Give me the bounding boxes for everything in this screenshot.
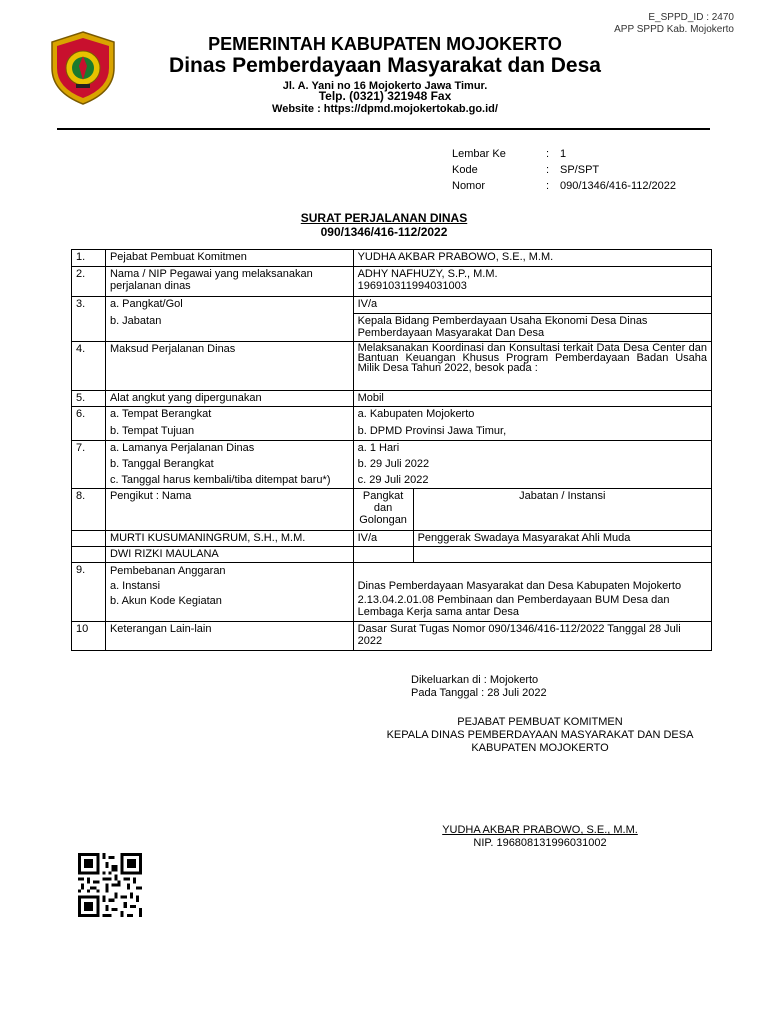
row-value: YUDHA AKBAR PRABOWO, S.E., M.M. — [353, 250, 711, 267]
document-number: 090/1346/416-112/2022 — [320, 225, 448, 239]
budget-akun-value: 2.13.04.2.01.08 Pembinaan dan Pemberdayaan BUM Desa dan Lembaga Kerja sama antar Desa — [357, 594, 670, 618]
agency-phone: Telp. (0321) 321948 Fax — [318, 89, 452, 103]
table-row — [72, 391, 712, 407]
issued-place: Dikeluarkan di : Mojokerto — [411, 674, 539, 686]
info-key: Lembar Ke — [452, 148, 506, 160]
info-value: 1 — [560, 148, 567, 160]
budget-akun-label: b. Akun Kode Kegiatan — [109, 595, 222, 607]
agency-name: Dinas Pemberdayaan Masyarakat dan Desa — [169, 54, 601, 77]
row-number: 7. — [72, 441, 106, 489]
row-label: a. Tempat Berangkat — [105, 407, 353, 424]
signatory-role: PEJABAT PEMBUAT KOMITMEN — [457, 716, 623, 728]
signatory-nip: NIP. 196808131996031002 — [473, 837, 607, 849]
row-value: a. Kabupaten Mojokerto — [353, 407, 711, 424]
signatory-name: YUDHA AKBAR PRABOWO, S.E., M.M. — [442, 824, 638, 836]
info-value: 090/1346/416-112/2022 — [560, 180, 677, 192]
info-key: Kode — [452, 164, 478, 176]
table-row — [72, 441, 712, 457]
budget-instansi-label: a. Instansi — [109, 580, 161, 592]
row-label: Pengikut : Nama — [105, 489, 353, 531]
row-label: Pejabat Pembuat Komitmen — [105, 250, 353, 267]
row-label: a. Pangkat/Gol — [105, 297, 353, 314]
row-label — [105, 563, 353, 622]
row-label: Nama / NIP Pegawai yang melaksanakan perjalanan dinas — [105, 267, 353, 297]
table-row — [72, 457, 712, 473]
info-row-kode: Kode : SP/SPT — [452, 163, 676, 177]
table-row — [72, 407, 712, 424]
table-row — [72, 622, 712, 651]
government-name: PEMERINTAH KABUPATEN MOJOKERTO — [208, 34, 562, 54]
row-label: Alat angkut yang dipergunakan — [105, 391, 353, 407]
row-value: b. DPMD Provinsi Jawa Timur, — [353, 424, 711, 441]
row-number: 2. — [72, 267, 106, 297]
header-divider — [57, 128, 710, 130]
row-label: b. Tanggal Berangkat — [105, 457, 353, 473]
agency-website: Website : https://dpmd.mojokertokab.go.id/ — [272, 103, 498, 115]
info-row-lembar: Lembar Ke : 1 — [452, 147, 676, 161]
signatory-region: KABUPATEN MOJOKERTO — [471, 742, 609, 754]
row-value — [353, 267, 711, 297]
document-id: E_SPPD_ID : 2470 — [648, 12, 734, 23]
row-value: c. 29 Juli 2022 — [353, 473, 711, 489]
row-value: Dasar Surat Tugas Nomor 090/1346/416-112/2022 Tanggal 28 Juli 2022 — [353, 622, 711, 651]
employee-nip: 196910311994031003 — [357, 280, 467, 292]
info-value: SP/SPT — [560, 164, 600, 176]
table-row — [72, 563, 712, 622]
row-value: IV/a — [353, 297, 711, 314]
letter-info — [450, 145, 678, 195]
follower-name: MURTI KUSUMANINGRUM, S.H., M.M. — [105, 531, 353, 547]
row-number: 6. — [72, 407, 106, 441]
budget-instansi-value: Dinas Pemberdayaan Masyarakat dan Desa Kabupaten Mojokerto — [357, 580, 682, 592]
table-row — [72, 297, 712, 314]
row-value: Melaksanakan Koordinasi dan Konsultasi terkait Data Desa Center dan Bantuan Keuangan Khusus Program Pemberdayaan Badan Usaha Milik Desa Tahun 2022, besok pada : — [353, 342, 711, 391]
table-row — [72, 424, 712, 441]
column-header-pangkat: Pangkat dan Golongan — [353, 489, 413, 531]
follower-jabatan — [413, 547, 711, 563]
row-label: a. Lamanya Perjalanan Dinas — [105, 441, 353, 457]
table-row — [72, 489, 712, 531]
follower-pangkat: IV/a — [353, 531, 413, 547]
signatory-office: KEPALA DINAS PEMBERDAYAAN MASYARAKAT DAN DESA — [386, 729, 694, 741]
column-header-jabatan: Jabatan / Instansi — [413, 489, 711, 531]
follower-jabatan: Penggerak Swadaya Masyarakat Ahli Muda — [413, 531, 711, 547]
row-value — [353, 563, 711, 622]
qr-code-icon — [78, 853, 142, 917]
follower-name: DWI RIZKI MAULANA — [105, 547, 353, 563]
table-row — [72, 250, 712, 267]
row-label: Keterangan Lain-lain — [105, 622, 353, 651]
employee-name: ADHY NAFHUZY, S.P., M.M. — [357, 268, 498, 280]
row-number: 3. — [72, 297, 106, 342]
budget-label: Pembebanan Anggaran — [109, 565, 226, 577]
row-number: 9. — [72, 563, 106, 622]
table-row — [72, 314, 712, 342]
regency-emblem-logo — [48, 30, 118, 106]
table-row — [72, 531, 712, 547]
table-row — [72, 267, 712, 297]
table-row — [72, 342, 712, 391]
row-value: b. 29 Juli 2022 — [353, 457, 711, 473]
document-title: SURAT PERJALANAN DINAS — [300, 211, 468, 225]
info-key: Nomor — [452, 180, 486, 192]
table-row — [72, 473, 712, 489]
agency-address: Jl. A. Yani no 16 Mojokerto Jawa Timur. — [282, 80, 488, 92]
row-number: 1. — [72, 250, 106, 267]
info-row-nomor: Nomor : 090/1346/416-112/2022 — [452, 180, 677, 192]
row-number: 8. — [72, 489, 106, 531]
row-label: b. Jabatan — [105, 314, 353, 342]
app-name: APP SPPD Kab. Mojokerto — [614, 24, 734, 35]
table-row — [72, 547, 712, 563]
travel-details-table — [71, 249, 712, 651]
row-number: 10 — [72, 622, 106, 651]
row-value: a. 1 Hari — [353, 441, 711, 457]
follower-pangkat — [353, 547, 413, 563]
row-number: 5. — [72, 391, 106, 407]
row-value: Mobil — [353, 391, 711, 407]
row-value: Kepala Bidang Pemberdayaan Usaha Ekonomi Desa Dinas Pemberdayaan Masyarakat Dan Desa — [353, 314, 711, 342]
row-label: Maksud Perjalanan Dinas — [105, 342, 353, 391]
issued-date: Pada Tanggal : 28 Juli 2022 — [411, 687, 547, 699]
row-number: 4. — [72, 342, 106, 391]
row-label: c. Tanggal harus kembali/tiba ditempat baru*) — [105, 473, 353, 489]
row-label: b. Tempat Tujuan — [105, 424, 353, 441]
